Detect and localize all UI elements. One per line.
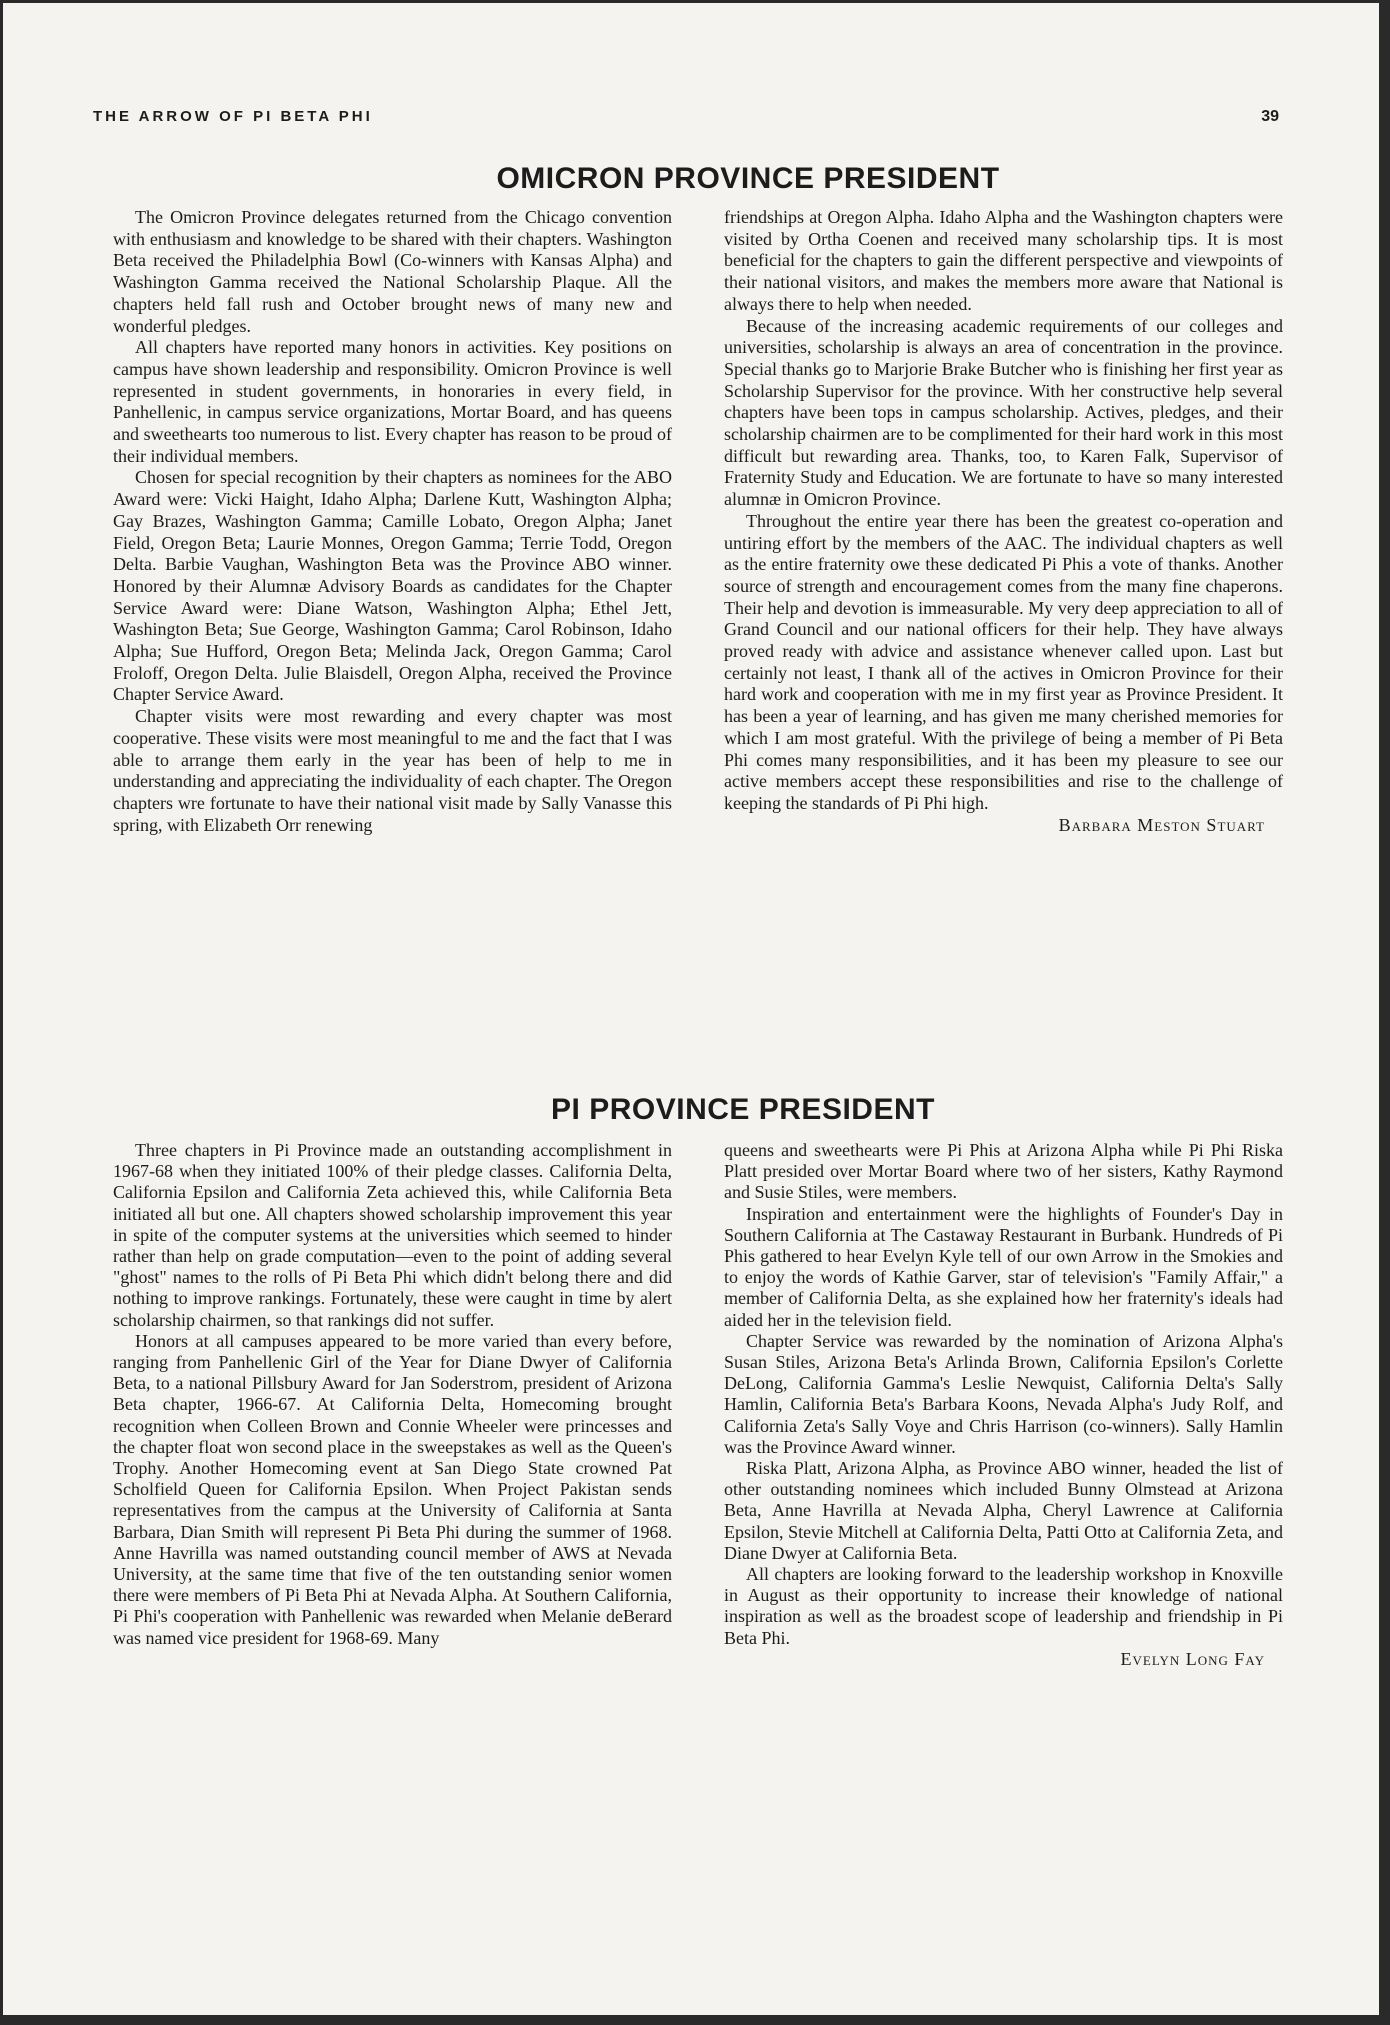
- paragraph: All chapters have reported many honors in activities. Key positions on campus have shown leadership and responsibility. Omicron Province is well represented in student governments, in honoraries in every field, in Panhellenic, in campus service organizations, Mortar Board, and has queens and sweethearts too numerous to list. Every chapter has reason to be proud of their individual members.: [113, 337, 672, 466]
- paragraph: Three chapters in Pi Province made an outstanding accomplishment in 1967-68 when they initiated 100% of their pledge classes. California Delta, California Epsilon and California Zeta achieved this, while California Beta initiated all but one. All chapters showed scholarship improvement this year in spite of the computer systems at the universities which seemed to hinder rather than help on grade computation—even to the point of adding several "ghost" names to the rolls of Pi Beta Phi which didn't belong there and did nothing to improve rankings. Fortunately, these were caught in time by alert scholarship chairmen, so that rankings did not suffer.: [113, 1140, 672, 1330]
- paragraph: All chapters are looking forward to the leadership workshop in Knoxville in August as their opportunity to increase their knowledge of national inspiration as well as the broadest scope of leadership and friendship in Pi Beta Phi.: [724, 1564, 1283, 1648]
- magazine-page: [3, 3, 1379, 2015]
- paragraph: Chapter Service was rewarded by the nomination of Arizona Alpha's Susan Stiles, Arizona Beta's Arlinda Brown, California Epsilon's Corlette DeLong, California Gamma's Leslie Newquist, California Delta's Sally Hamlin, California Beta's Barbara Koons, Nevada Alpha's Judy Rolf, and California Zeta's Sally Voye and Chris Harrison (co-winners). Sally Hamlin was the Province Award winner.: [724, 1330, 1283, 1457]
- paragraph: Throughout the entire year there has been the greatest co-operation and untiring effort by the members of the AAC. The individual chapters as well as the entire fraternity owe these dedicated Pi Phis a vote of thanks. Another source of strength and encouragement comes from the many fine chaperons. Their help and devotion is immeasurable. My very deep appreciation to all of Grand Council and our national officers for their help. They have always proved ready with advice and assistance whenever called upon. Last but certainly not least, I thank all of the actives in Omicron Province for their hard work and cooperation with me in my first year as Province President. It has been a year of learning, and has given me many cherished memories for which I am most grateful. With the privilege of being a member of Pi Beta Phi comes many responsibilities, and it has been my pleasure to see our active members accept these responsibilities and rise to the challenge of keeping the standards of Pi Phi high.: [724, 510, 1283, 813]
- omicron-province-article: [113, 159, 1283, 836]
- paragraph: Inspiration and entertainment were the highlights of Founder's Day in Southern California at The Castaway Restaurant in Burbank. Hundreds of Pi Phis gathered to hear Evelyn Kyle tell of our own Arrow in the Smokies and to enjoy the words of Kathie Garver, star of television's "Family Affair," a member of California Delta, as she explained how her fraternity's ideals had aided her in the television field.: [724, 1203, 1283, 1330]
- left-column: [113, 207, 672, 836]
- publication-name: THE ARROW OF PI BETA PHI: [93, 108, 373, 125]
- author-signature: Evelyn Long Fay: [1120, 1648, 1265, 1669]
- paragraph: Honors at all campuses appeared to be more varied than every before, ranging from Panhellenic Girl of the Year for Diane Dwyer of California Beta, to a national Pillsbury Award for Jan Soderstrom, president of Arizona Beta chapter, 1966-67. At California Delta, Homecoming brought recognition when Colleen Brown and Connie Wheeler were princesses and the chapter float won second place in the sweepstakes as well as the Queen's Trophy. Another Homecoming event at San Diego State crowned Pat Scholfield Queen for California Epsilon. When Project Pakistan sends representatives from the campus at the University of California at Santa Barbara, Dian Smith will represent Pi Beta Phi during the summer of 1968. Anne Havrilla was named outstanding council member of AWS at Nevada University, at the same time that five of the ten outstanding senior women there were members of Pi Beta Phi at Nevada Alpha. At Southern California, Pi Phi's cooperation with Panhellenic was rewarded when Melanie deBerard was named vice president for 1968-69. Many: [113, 1330, 672, 1648]
- paragraph: The Omicron Province delegates returned from the Chicago convention with enthusiasm and knowledge to be shared with their chapters. Washington Beta received the Philadelphia Bowl (Co-winners with Kansas Alpha) and Washington Gamma received the National Scholarship Plaque. All the chapters held fall rush and October brought news of many new and wonderful pledges.: [113, 207, 672, 336]
- left-column: [113, 1140, 672, 1670]
- paragraph: friendships at Oregon Alpha. Idaho Alpha and the Washington chapters were visited by Ortha Coenen and received many scholarship tips. It is most beneficial for the chapters to gain the different perspective and viewpoints of their national visitors, and makes the members more aware that National is always there to help when needed.: [724, 207, 1283, 314]
- paragraph: Chosen for special recognition by their chapters as nominees for the ABO Award were: Vicki Haight, Idaho Alpha; Darlene Kutt, Washington Alpha; Gay Brazes, Washington Gamma; Camille Lobato, Oregon Alpha; Janet Field, Oregon Beta; Laurie Monnes, Oregon Gamma; Terrie Todd, Oregon Delta. Barbie Vaughan, Washington Beta was the Province ABO winner. Honored by their Alumnæ Advisory Boards as candidates for the Chapter Service Award were: Diane Watson, Washington Alpha; Ethel Jett, Washington Beta; Sue George, Washington Gamma; Carol Robinson, Idaho Alpha; Sue Hufford, Oregon Beta; Melinda Jack, Oregon Gamma; Carol Froloff, Oregon Delta. Julie Blaisdell, Oregon Alpha, received the Province Chapter Service Award.: [113, 467, 672, 705]
- pi-province-article: [113, 1090, 1283, 1670]
- article-title: OMICRON PROVINCE PRESIDENT: [496, 162, 1000, 195]
- author-signature: Barbara Meston Stuart: [1058, 814, 1265, 835]
- paragraph: Riska Platt, Arizona Alpha, as Province ABO winner, headed the list of other outstanding nominees which included Bunny Olmstead at Arizona Beta, Anne Havrilla at Nevada Alpha, Cheryl Lawrence at California Epsilon, Stevie Mitchell at California Delta, Patti Otto at California Zeta, and Diane Dwyer at California Beta.: [724, 1458, 1283, 1563]
- right-column: [724, 1140, 1283, 1670]
- paragraph: Chapter visits were most rewarding and every chapter was most cooperative. These visits were most meaningful to me and the fact that I was able to arrange them early in the year has been of help to me in understanding and appreciating the individuality of each chapter. The Oregon chapters wre fortunate to have their national visit made by Sally Vanasse this spring, with Elizabeth Orr renewing: [113, 706, 672, 835]
- article-title: PI PROVINCE PRESIDENT: [551, 1093, 935, 1126]
- paragraph: queens and sweethearts were Pi Phis at Arizona Alpha while Pi Phi Riska Platt presided over Mortar Board where two of her sisters, Kathy Raymond and Susie Stiles, were members.: [724, 1140, 1283, 1203]
- paragraph: Because of the increasing academic requirements of our colleges and universities, scholarship is always an area of concentration in the province. Special thanks go to Marjorie Brake Butcher who is finishing her first year as Scholarship Supervisor for the province. With her constructive help several chapters have been tops in campus scholarship. Actives, pledges, and their scholarship chairmen are to be complimented for their hard work in this most difficult but rewarding area. Thanks, too, to Karen Falk, Supervisor of Fraternity Study and Education. We are fortunate to have so many interested alumnæ in Omicron Province.: [724, 315, 1283, 510]
- page-number: 39: [1261, 108, 1279, 125]
- running-head: [93, 108, 1279, 126]
- right-column: [724, 207, 1283, 836]
